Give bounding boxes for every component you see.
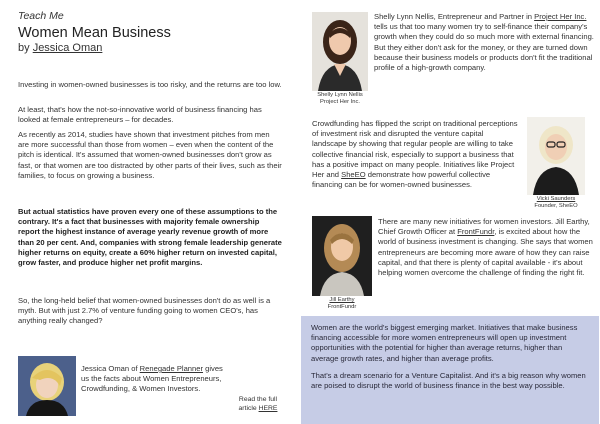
jill-caption-name: Jill Earthy	[329, 297, 355, 303]
crowd-text-post: demonstrate how powerful collective financing can be for women-owned businesses.	[312, 170, 491, 190]
jessica-oman-photo	[18, 356, 76, 416]
frontfundr-link[interactable]: FrontFundr	[457, 227, 495, 237]
sheeo-link[interactable]: SheEO	[341, 170, 366, 180]
read-more-link[interactable]: HERE	[258, 404, 278, 412]
renegade-planner-link[interactable]: Renegade Planner	[139, 364, 204, 373]
paragraph-myth: So, the long-held belief that women-owned businesses don't do as well is a myth. But with just 2.7% of venture funding going to women CEO's, has anything really changed?	[18, 296, 271, 326]
byline-prefix: by	[18, 42, 33, 54]
shelly-paragraph	[374, 12, 596, 73]
article-title: Women Mean Business	[18, 25, 171, 41]
author-bio-pre: Jessica Oman of	[81, 364, 140, 373]
shelly-caption	[306, 92, 374, 106]
crowdfunding-paragraph	[312, 119, 520, 190]
jill-caption	[306, 297, 378, 311]
read-more	[233, 396, 283, 413]
vicki-caption-name: Vicki Saunders	[536, 196, 576, 202]
paragraph-studies: As recently as 2014, studies have shown that investment pitches from men are more successful than those from women – even when the content of the pitch is identical. It's assumed that women-owned businesses don't grow as fast, or that women are too distracted by other parts of their lives, such as their families, to focus on growing a business.	[18, 130, 282, 180]
shelly-nellis-photo	[312, 12, 368, 91]
jill-text-pre: There are many new initiatives for women investors. Jill Earthy, Chief Growth Officer at	[378, 217, 590, 237]
paragraph-history: At least, that's how the not-so-innovative world of business financing has looked at female entrepreneurs – for decades.	[18, 105, 262, 125]
paragraph-statistics: But actual statistics have proven every one of these assumptions to the contrary. It's a fact that businesses with majority female ownership report the highest instance of average yearly revenue growth of more than 20 per cent. And, companies with strong female leadership generate higher returns on equity, create a 60% higher return on invested capital, grow faster, and produce higher net profit margins.	[18, 207, 282, 268]
author-bio-post: gives us the facts about Women Entrepreneurs, Crowdfunding, & Women Investors.	[81, 364, 223, 394]
project-her-link[interactable]: Project Her Inc.	[534, 12, 587, 21]
paragraph-intro: Investing in women-owned businesses is too risky, and the returns are too low.	[18, 80, 282, 89]
author-link[interactable]: Jessica Oman	[32, 42, 103, 54]
article-header	[18, 10, 283, 54]
byline	[18, 42, 283, 54]
jill-paragraph	[378, 217, 596, 278]
crowd-text-pre: Crowdfunding has flipped the script on traditional perceptions of investment risk and disrupted the venture capital landscape by showing that regular people are willing to take collective financial risk, especially to support a business that has a positive impact on many people. Initiatives like Project Her and	[312, 119, 518, 180]
vicki-caption	[520, 196, 592, 210]
jill-earthy-photo	[312, 216, 372, 296]
jill-text-post: , is excited about how the world of business investment is changing. She says that women entrepreneurs are becoming more aware of how they can raise capital, and that there is plenty of capital available - it's about helping women overcome the challenge of finding the right fit.	[378, 227, 593, 278]
jill-caption-org: FrontFundr	[327, 304, 357, 310]
shelly-text-pre: Shelly Lynn Nellis, Entrepreneur and Partner in	[374, 12, 535, 21]
author-bio	[81, 364, 231, 395]
callout-paragraph-2: That's a dream scenario for a Venture Capitalist. And it's a big reason why women are poised to disrupt the world of business finance in the best way possible.	[311, 370, 586, 391]
shelly-caption-org: Project Her Inc.	[320, 99, 360, 105]
conclusion-callout	[301, 316, 599, 424]
vicki-caption-org: Founder, SheEO	[534, 203, 578, 209]
read-more-label: Read the full article	[238, 396, 278, 412]
section-kicker: Teach Me	[18, 10, 64, 22]
shelly-text-post: tells us that too many women try to self-finance their company's growth when they could do so much more with external financing. But they either don't ask for the money, or they are turned down because their business models or products don't fit the traditional profile of a high-growth company.	[374, 22, 594, 73]
shelly-caption-name: Shelly Lynn Nellis	[317, 92, 363, 98]
callout-paragraph-1: Women are the world's biggest emerging market. Initiatives that make business financing accessible for more women entrepreneurs will open up investment opportunities with the potential for higher than average returns, higher than average growth rates, and higher than average profits.	[311, 323, 578, 363]
vicki-saunders-photo	[527, 117, 585, 195]
